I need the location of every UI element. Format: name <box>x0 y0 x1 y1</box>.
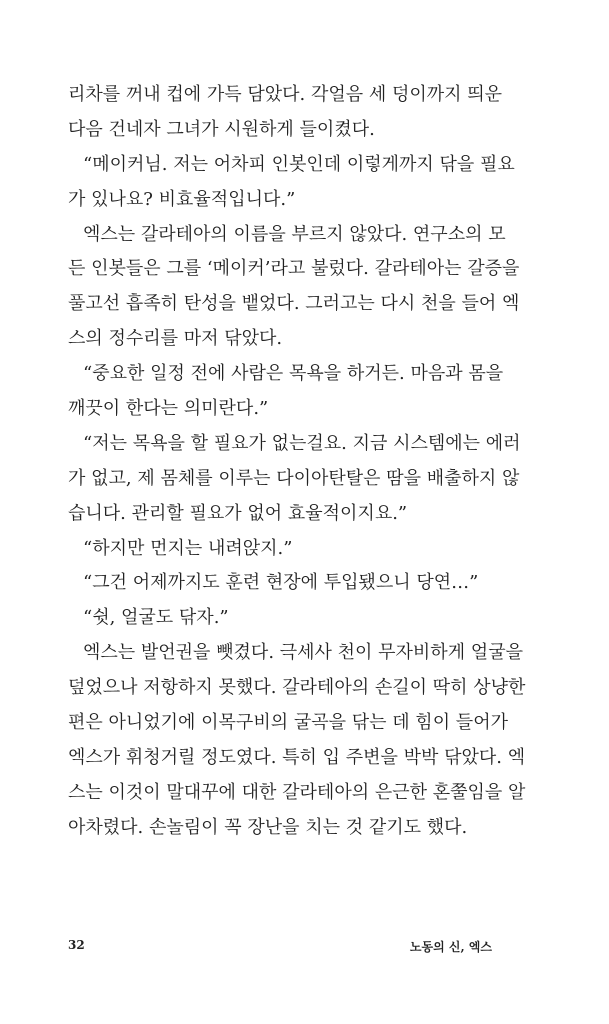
text-line: 스의 정수리를 마저 닦았다. <box>68 328 283 350</box>
text-line: “메이커님. 저는 어차피 인봇인데 이렇게까지 닦을 필요 <box>83 153 515 175</box>
text-line: “저는 목욕을 할 필요가 없는걸요. 지금 시스템에는 에러 <box>83 432 521 454</box>
page-number: 32 <box>68 938 85 952</box>
text-line: 리차를 꺼내 컵에 가득 담았다. 각얼음 세 덩이까지 띄운 <box>68 84 503 105</box>
text-line: 다음 건네자 그녀가 시원하게 들이켰다. <box>68 118 375 140</box>
text-line: 스는 이것이 말대꾸에 대한 갈라테아의 은근한 혼쭐임을 알 <box>68 781 526 803</box>
text-line: 덮었으나 저항하지 못했다. 갈라테아의 손길이 딱히 상냥한 <box>68 677 526 699</box>
text-line: 아차렸다. 손놀림이 꼭 장난을 치는 것 같기도 했다. <box>68 816 468 838</box>
running-title: 노동의 신, 엑스 <box>409 940 492 954</box>
text-line: “그건 어제까지도 훈련 현장에 투입됐으니 당연…” <box>83 572 479 594</box>
body-text <box>68 78 526 846</box>
text-line: 엑스는 갈라테아의 이름을 부르지 않았다. 연구소의 모 <box>83 223 506 245</box>
text-line: 깨끗이 한다는 의미란다.” <box>68 398 269 420</box>
text-line: 엑스가 휘청거릴 정도였다. 특히 입 주변을 박박 닦았다. 엑 <box>68 746 526 768</box>
text-line: 엑스는 발언권을 뺏겼다. 극세사 천이 무자비하게 얼굴을 <box>83 642 523 664</box>
text-line: 가 있나요? 비효율적입니다.” <box>68 188 296 210</box>
text-line: “중요한 일정 전에 사람은 목욕을 하거든. 마음과 몸을 <box>83 363 504 385</box>
text-line: 든 인봇들은 그를 ‘메이커’라고 불렀다. 갈라테아는 갈증을 <box>68 258 520 280</box>
text-line: “쉿, 얼굴도 닦자.” <box>83 607 229 629</box>
text-line: “하지만 먼지는 내려앉지.” <box>83 537 293 559</box>
text-line: 풀고선 흡족히 탄성을 뱉었다. 그러고는 다시 천을 들어 엑 <box>68 293 520 315</box>
text-line: 가 없고, 제 몸체를 이루는 다이아탄탈은 땀을 배출하지 않 <box>68 467 520 489</box>
text-line: 습니다. 관리할 필요가 없어 효율적이지요.” <box>68 502 408 524</box>
text-line: 편은 아니었기에 이목구비의 굴곡을 닦는 데 힘이 들어가 <box>68 712 508 734</box>
